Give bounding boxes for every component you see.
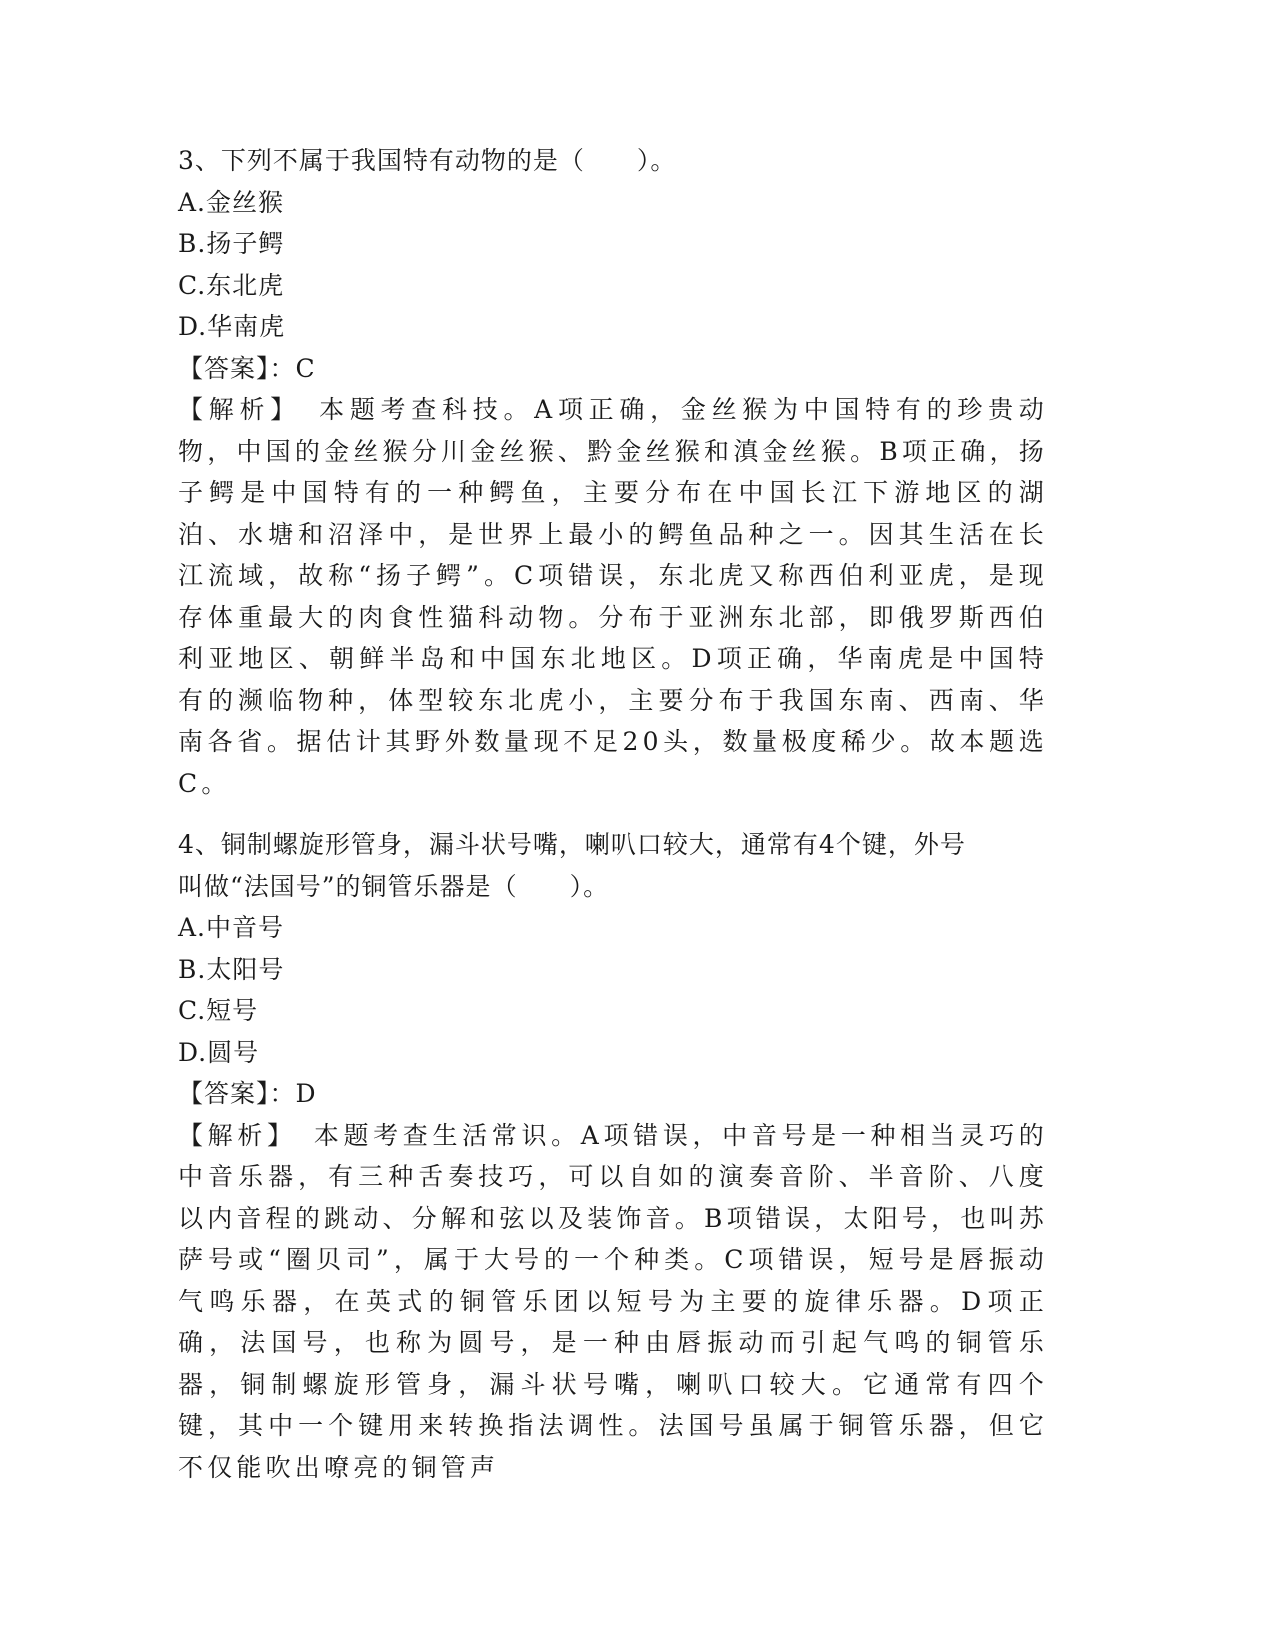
option-c: C.短号	[178, 996, 259, 1025]
answer-line: 【答案】：D	[178, 1079, 317, 1108]
option-c: C.东北虎	[178, 270, 285, 300]
analysis-paragraph: 【解析】 本题考查科技。A项正确，金丝猴为中国特有的珍贵动物，中国的金丝猴分川金丝猴、黔金丝猴和滇金丝猴。B项正确，扬子鳄是中国特有的一种鳄鱼，主要分布在中国长江下游地区的湖泊、水塘和沼泽中，是世界上最小的鳄鱼品种之一。因其生活在长江流域，故称“扬子鳄”。C项错误，东北虎又称西伯利亚虎，是现存体重最大的肉食性猫科动物。分布于亚洲东北部，即俄罗斯西伯利亚地区、朝鲜半岛和中国东北地区。D项正确，华南虎是中国特有的濒临物种，体型较东北虎小，主要分布于我国东南、西南、华南各省。据估计其野外数量现不足20头，数量极度稀少。故本题选C。	[178, 395, 1048, 798]
question-separator	[178, 804, 1048, 824]
option-b: B.太阳号	[178, 954, 285, 984]
option-d: D.华南虎	[178, 312, 286, 341]
document-page	[178, 140, 1048, 1488]
option-a: A.中音号	[178, 913, 285, 942]
option-b: B.扬子鳄	[178, 229, 285, 258]
question-stem-continued: 叫做“法国号”的铜管乐器是（ ）。	[178, 871, 610, 901]
question-3	[178, 140, 1048, 804]
question-stem: 4、铜制螺旋形管身，漏斗状号嘴，喇叭口较大，通常有4个键，外号	[178, 830, 966, 859]
question-stem: 3、下列不属于我国特有动物的是（ ）。	[178, 146, 677, 175]
option-d: D.圆号	[178, 1037, 260, 1067]
option-a: A.金丝猴	[178, 187, 285, 217]
question-4	[178, 824, 1048, 1488]
answer-line: 【答案】：C	[178, 353, 316, 383]
analysis-paragraph: 【解析】 本题考查生活常识。A项错误，中音号是一种相当灵巧的中音乐器，有三种舌奏技巧，可以自如的演奏音阶、半音阶、八度以内音程的跳动、分解和弦以及装饰音。B项错误，太阳号，也叫苏萨号或“圈贝司”，属于大号的一个种类。C项错误，短号是唇振动气鸣乐器，在英式的铜管乐团以短号为主要的旋律乐器。D项正确，法国号，也称为圆号，是一种由唇振动而引起气鸣的铜管乐器，铜制螺旋形管身，漏斗状号嘴，喇叭口较大。它通常有四个键，其中一个键用来转换指法调性。法国号虽属于铜管乐器，但它不仅能吹出嘹亮的铜管声	[178, 1120, 1048, 1482]
